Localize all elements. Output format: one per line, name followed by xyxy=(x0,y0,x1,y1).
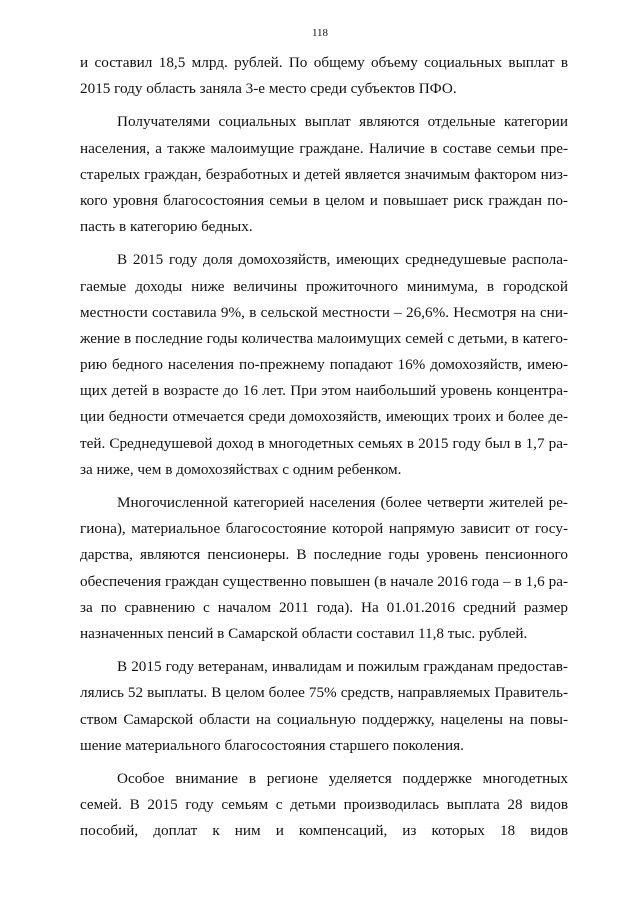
text-line: ции бедности отмечается среди домохозяйств, имеющих троих и более де- xyxy=(80,408,568,426)
text-line: Многочисленной категорией населения (более четверти жителей ре- xyxy=(117,494,568,511)
paragraph-poverty xyxy=(80,247,568,483)
paragraph-pensioners xyxy=(80,490,568,647)
text-line: В 2015 году доля домохозяйств, имеющих среднедушевые распола- xyxy=(117,251,568,269)
text-line: пособий, доплат к ним и компенсаций, из которых 18 видов xyxy=(80,822,568,840)
text-line: дарства, являются пенсионеры. В последние годы уровень пенсионного xyxy=(80,546,568,564)
text-line: жение в последние годы количества малоимущих семей с детьми, в катего- xyxy=(80,329,568,347)
text-line: рию бедного населения по-прежнему попадают 16% домохозяйств, имею- xyxy=(80,356,568,374)
text-line: кого уровня благосостояния семьи в целом и повышает риск граждан по- xyxy=(80,191,568,209)
text-line: ством Самарской области на социальную поддержку, нацелены на повы- xyxy=(80,710,568,728)
text-line: за ниже, чем в домохозяйствах с одним ребенком. xyxy=(80,460,402,478)
text-line: населения, а также малоимущие граждане. Наличие в составе семьи пре- xyxy=(80,139,568,157)
text-line: местности составила 9%, в сельской местности – 26,6%. Несмотря на сни- xyxy=(80,303,568,321)
text-line: пасть в категорию бедных. xyxy=(80,218,253,236)
text-line: гиона), материальное благосостояние которой напрямую зависит от госу- xyxy=(80,520,568,538)
text-line: Особое внимание в регионе уделяется поддержке многодетных xyxy=(117,769,568,787)
page-number: 118 xyxy=(311,27,329,39)
paragraph-continuation xyxy=(80,50,568,102)
text-line: В 2015 году ветеранам, инвалидам и пожилым гражданам предостав- xyxy=(117,658,568,676)
text-line: за по сравнению с началом 2011 года). На 01.01.2016 средний размер xyxy=(80,598,568,616)
text-line: тей. Среднедушевой доход в многодетных семьях в 2015 году был в 1,7 ра- xyxy=(80,434,568,452)
text-line: гаемые доходы ниже величины прожиточного минимума, в городской xyxy=(80,277,568,295)
text-line: 2015 году область заняла 3-е место среди субъектов ПФО. xyxy=(80,80,457,98)
text-line: Получателями социальных выплат являются отдельные категории xyxy=(117,113,568,131)
text-line: старелых граждан, безработных и детей является значимым фактором низ- xyxy=(80,165,568,183)
text-line: семей. В 2015 году семьям с детьми производилась выплата 28 видов xyxy=(80,796,568,814)
text-line: щих детей в возрасте до 16 лет. При этом наибольший уровень концентра- xyxy=(80,382,568,400)
paragraph-large-families xyxy=(80,766,568,845)
text-line: лялись 52 выплаты. В целом более 75% средств, направляемых Правитель- xyxy=(80,684,568,702)
text-line: шение материального благосостояния старшего поколения. xyxy=(80,736,464,754)
text-line: обеспечения граждан существенно повышен (в начале 2016 года – в 1,6 ра- xyxy=(80,572,568,590)
paragraph-veterans xyxy=(80,654,568,759)
text-line: и составил 18,5 млрд. рублей. По общему объему социальных выплат в xyxy=(80,54,568,71)
text-line: назначенных пенсий в Самарской области составил 11,8 тыс. рублей. xyxy=(80,624,528,642)
body-text xyxy=(80,50,568,851)
paragraph-recipients xyxy=(80,109,568,240)
